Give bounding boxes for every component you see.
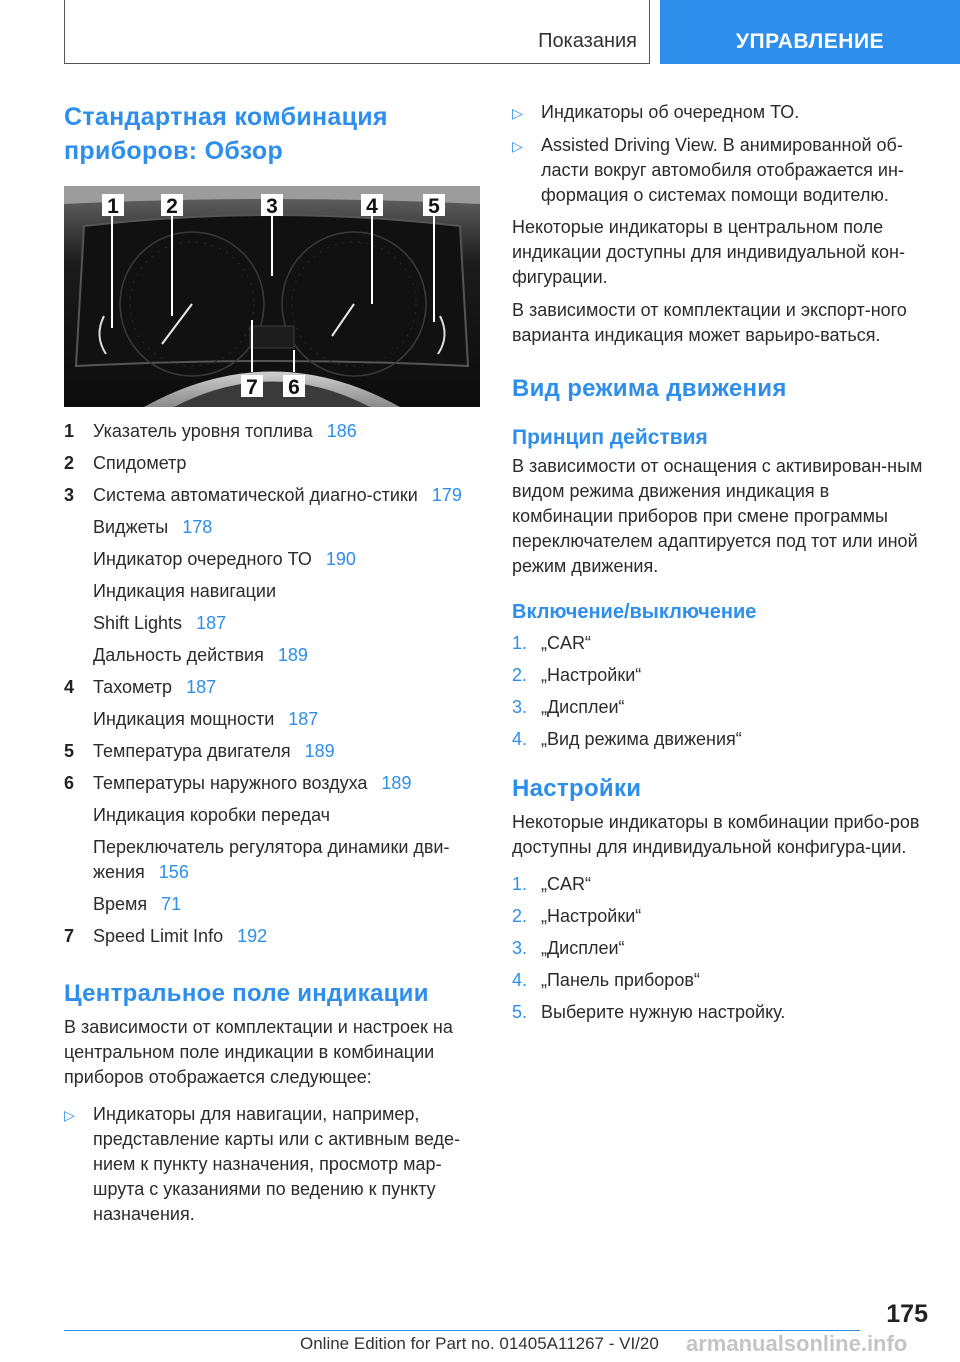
legend-text: Виджеты	[93, 517, 169, 537]
legend-item	[64, 643, 480, 668]
central-display-paragraph: В зависимости от комплектации и настроек на центральном поле индикации в комбинации приборов отображается следующее:	[64, 1017, 453, 1087]
triangle-bullet-icon: ▷	[512, 138, 523, 154]
central-display-bullet	[64, 1102, 480, 1227]
step-text: „Панель приборов“	[541, 970, 700, 990]
legend-item	[64, 419, 480, 444]
drive-mode-title: Вид режима движения	[512, 375, 787, 402]
legend-item	[64, 611, 480, 636]
callout-label: 1	[107, 195, 119, 218]
legend-body	[93, 707, 318, 732]
page-reference-link[interactable]: 156	[158, 862, 189, 882]
right-column	[512, 100, 928, 1032]
page-reference-link[interactable]: 189	[277, 645, 308, 665]
legend-number: 7	[64, 926, 75, 946]
triangle-bullet-icon: ▷	[64, 1107, 75, 1123]
principle-title: Принцип действия	[512, 426, 708, 449]
legend-text: Индикация коробки передач	[93, 805, 331, 825]
watermark: armanualsonline.info	[686, 1331, 908, 1356]
legend-item	[64, 579, 480, 604]
step-number: 3.	[512, 938, 528, 958]
central-display-title: Центральное поле индикации	[64, 980, 429, 1007]
legend-text: Спидометр	[93, 453, 187, 473]
legend-item	[64, 924, 480, 949]
page-reference-link[interactable]: 187	[288, 709, 319, 729]
step-item	[512, 631, 928, 656]
config-paragraph: Некоторые индикаторы в центральном поле индикации доступны для индивидуальной кон-фигурации.	[512, 217, 905, 287]
page-reference-link[interactable]: 186	[326, 421, 357, 441]
legend-number: 1	[64, 421, 75, 441]
step-item	[512, 695, 928, 720]
page-reference-link[interactable]: 71	[161, 894, 182, 914]
legend-item	[64, 803, 480, 828]
step-item	[512, 1000, 928, 1025]
page-reference-link[interactable]: 190	[325, 549, 356, 569]
variant-paragraph: В зависимости от комплектации и экспорт-ного варианта индикация может варьиро-ваться.	[512, 300, 907, 345]
legend-item	[64, 771, 480, 796]
legend-text: Система автоматической диагно-стики	[93, 485, 418, 505]
legend-item	[64, 835, 480, 885]
legend-body	[93, 643, 308, 668]
overview-title: Стандартная комбинация приборов: Обзор	[64, 103, 388, 165]
legend-body	[93, 547, 356, 572]
callout-label: 2	[166, 195, 178, 218]
step-text: „Вид режима движения“	[541, 729, 742, 749]
legend-item	[64, 675, 480, 700]
onoff-title: Включение/выключение	[512, 601, 757, 623]
step-item	[512, 936, 928, 961]
legend-number: 5	[64, 741, 75, 761]
legend-body	[93, 803, 330, 828]
legend-body	[93, 611, 226, 636]
legend-number: 2	[64, 453, 75, 473]
step-item	[512, 727, 928, 752]
page-reference-link[interactable]: 179	[431, 485, 462, 505]
legend-text: Время	[93, 894, 148, 914]
triangle-bullet-icon: ▷	[512, 105, 523, 121]
legend-text: Индикация навигации	[93, 581, 276, 601]
step-item	[512, 872, 928, 897]
callout-label: 4	[366, 195, 378, 218]
step-number: 1.	[512, 633, 528, 653]
legend-number: 6	[64, 773, 75, 793]
settings-steps	[512, 872, 928, 1025]
settings-paragraph: Некоторые индикаторы в комбинации прибо-ров доступны для индивидуальной конфигура-ции.	[512, 812, 920, 857]
page-reference-link[interactable]: 178	[182, 517, 213, 537]
bullet-text: Индикаторы об очередном ТО.	[541, 102, 800, 122]
legend-body	[93, 835, 480, 885]
legend-item	[64, 707, 480, 732]
legend-body	[93, 579, 276, 604]
legend-item	[64, 892, 480, 917]
callout-label: 6	[288, 376, 300, 399]
legend-body	[93, 771, 411, 796]
step-text: „CAR“	[541, 874, 591, 894]
step-number: 4.	[512, 729, 528, 749]
page-number: 175	[886, 1300, 928, 1328]
legend-body	[93, 739, 335, 764]
step-number: 4.	[512, 970, 528, 990]
instrument-cluster-photo	[64, 186, 480, 407]
principle-paragraph: В зависимости от оснащения с активирован-ным видом режима движения индикация в комбинации приборов при смене программы переключателем адаптируется под тот или иной режим движения.	[512, 456, 923, 576]
legend-body	[93, 515, 212, 540]
assisted-driving-bullet	[512, 133, 928, 208]
legend-text: Индикация мощности	[93, 709, 275, 729]
page-reference-link[interactable]: 187	[186, 677, 217, 697]
step-text: „CAR“	[541, 633, 591, 653]
legend-text: Переключатель регулятора динамики дви-жения	[93, 837, 450, 882]
legend-item	[64, 739, 480, 764]
step-item	[512, 663, 928, 688]
page-reference-link[interactable]: 192	[237, 926, 268, 946]
legend-number: 4	[64, 677, 75, 697]
legend-number	[64, 579, 93, 604]
settings-title: Настройки	[512, 775, 642, 802]
page-reference-link[interactable]: 187	[196, 613, 227, 633]
footer-edition: Online Edition for Part no. 01405A11267 - VI/20	[300, 1334, 659, 1353]
legend-item	[64, 451, 480, 476]
legend-text: Дальность действия	[93, 645, 264, 665]
bullet-text: Assisted Driving View. В анимированной об-ласти вокруг автомобиля отображается ин-формация о системах помощи водителю.	[541, 135, 904, 205]
header-chapter-label: УПРАВЛЕНИЕ	[735, 30, 885, 53]
callout-label: 7	[246, 376, 258, 399]
step-item	[512, 968, 928, 993]
legend-body	[93, 419, 357, 444]
legend-text: Температуры наружного воздуха	[93, 773, 368, 793]
header-section-box	[64, 0, 650, 64]
callout-label: 5	[428, 195, 440, 218]
legend-body	[93, 675, 216, 700]
callout-label: 3	[266, 195, 278, 218]
step-text: „Настройки“	[541, 665, 642, 685]
step-number: 2.	[512, 906, 528, 926]
step-text: „Дисплеи“	[541, 938, 625, 958]
legend-text: Speed Limit Info	[93, 926, 224, 946]
legend-text: Тахометр	[93, 677, 173, 697]
legend-number	[64, 515, 93, 540]
legend-number	[64, 892, 93, 917]
legend-number: 3	[64, 485, 75, 505]
legend-item	[64, 483, 480, 508]
legend-list	[64, 419, 480, 949]
step-number: 5.	[512, 1002, 528, 1022]
legend-text: Указатель уровня топлива	[93, 421, 313, 441]
header-section-label: Показания	[538, 30, 637, 52]
legend-body	[93, 892, 181, 917]
service-bullet	[512, 100, 928, 126]
onoff-steps	[512, 631, 928, 752]
legend-body	[93, 483, 462, 508]
legend-body	[93, 924, 267, 949]
legend-text: Температура двигателя	[93, 741, 291, 761]
legend-number	[64, 803, 93, 828]
legend-body	[93, 451, 186, 476]
legend-text: Shift Lights	[93, 613, 183, 633]
step-number: 3.	[512, 697, 528, 717]
legend-number	[64, 835, 93, 885]
legend-number	[64, 611, 93, 636]
left-column	[64, 100, 480, 1234]
step-number: 1.	[512, 874, 528, 894]
step-number: 2.	[512, 665, 528, 685]
legend-item	[64, 515, 480, 540]
bullet-text: Индикаторы для навигации, например, представление карты или с активным веде-нием к пункту назначения, просмотр мар-шрута с указаниями по ведению к пункту назначения.	[93, 1104, 460, 1224]
legend-item	[64, 547, 480, 572]
step-text: „Дисплеи“	[541, 697, 625, 717]
legend-text: Индикатор очередного ТО	[93, 549, 312, 569]
step-text: „Настройки“	[541, 906, 642, 926]
step-item	[512, 904, 928, 929]
instrument-cluster-illustration	[64, 186, 480, 407]
header-chapter-tab	[660, 0, 960, 64]
page-reference-link[interactable]: 189	[304, 741, 335, 761]
legend-number	[64, 643, 93, 668]
page-reference-link[interactable]: 189	[381, 773, 412, 793]
legend-number	[64, 547, 93, 572]
legend-number	[64, 707, 93, 732]
step-text: Выберите нужную настройку.	[541, 1002, 786, 1022]
